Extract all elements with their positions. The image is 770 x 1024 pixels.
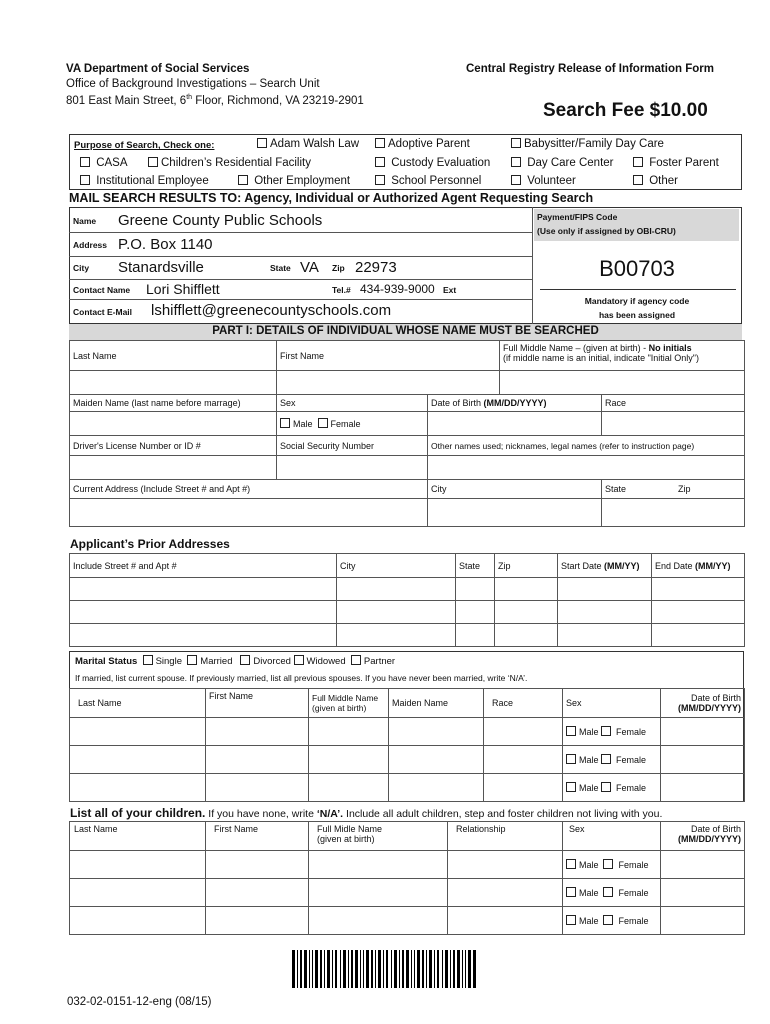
checkbox-icon[interactable] <box>375 175 385 185</box>
first-name-field[interactable] <box>277 371 500 395</box>
spouse-1-last[interactable] <box>70 718 206 746</box>
race-label: Race <box>602 395 745 412</box>
checkbox-icon[interactable] <box>257 138 267 148</box>
prior-state-label: State <box>456 554 495 578</box>
prior-zip-label: Zip <box>495 554 558 578</box>
fips-label: Payment/FIPS Code <box>537 212 618 222</box>
maiden-name-label: Maiden Name (last name before marrage) <box>70 395 277 412</box>
race-field[interactable] <box>602 412 745 436</box>
child-sex-label: Sex <box>563 822 661 851</box>
spouse-table <box>69 688 745 802</box>
divorced-checkbox[interactable] <box>240 655 250 665</box>
fips-code-value[interactable]: B00703 <box>599 256 675 281</box>
prior-row-1-street[interactable] <box>70 578 337 601</box>
child-2-last[interactable] <box>70 879 206 907</box>
mail-contact-field[interactable]: Lori Shifflett <box>146 281 220 297</box>
office-address: 801 East Main Street, 6th Floor, Richmond, VA 23219-2901 <box>66 94 364 107</box>
child-3-middle[interactable] <box>309 907 448 935</box>
mail-city-label: City <box>73 263 90 273</box>
current-city-label: City <box>428 480 602 499</box>
prior-row-3-start[interactable] <box>558 624 652 647</box>
part1-table <box>69 340 745 527</box>
female-checkbox[interactable] <box>601 754 611 764</box>
checkbox-icon[interactable] <box>633 157 643 167</box>
sex-options: Male Female <box>277 412 428 436</box>
part1-heading: PART I: DETAILS OF INDIVIDUAL WHOSE NAME MUST BE SEARCHED <box>212 325 599 337</box>
child-3-first[interactable] <box>206 907 309 935</box>
spouse-1-middle[interactable] <box>309 718 389 746</box>
spouse-3-middle[interactable] <box>309 774 389 802</box>
current-city-field[interactable] <box>428 499 602 527</box>
prior-row-2-state[interactable] <box>456 601 495 624</box>
first-name-label: First Name <box>277 341 500 371</box>
spouse-1-sex: Male Female <box>563 718 661 746</box>
purpose-childrens-residential[interactable]: Children’s Residential Facility <box>148 157 311 169</box>
drivers-license-field[interactable] <box>70 456 277 480</box>
married-checkbox[interactable] <box>187 655 197 665</box>
spouse-2-sex: Male Female <box>563 746 661 774</box>
child-2-first[interactable] <box>206 879 309 907</box>
spouse-3-sex: Male Female <box>563 774 661 802</box>
ssn-label: Social Security Number <box>277 436 428 456</box>
purpose-volunteer[interactable]: Volunteer <box>511 175 576 187</box>
checkbox-icon[interactable] <box>148 157 158 167</box>
purpose-custody-evaluation[interactable]: Custody Evaluation <box>375 157 490 169</box>
spouse-1-maiden[interactable] <box>389 718 484 746</box>
mail-address-label: Address <box>73 240 108 250</box>
spouse-dob-label: Date of Birth (MM/DD/YYYY) <box>661 689 745 718</box>
prior-row-1-state[interactable] <box>456 578 495 601</box>
last-name-field[interactable] <box>70 371 277 395</box>
female-checkbox[interactable] <box>603 915 613 925</box>
marital-status-row: Marital Status Single Married Divorced Widowed Partner <box>75 656 396 667</box>
purpose-casa[interactable]: CASA <box>80 157 128 169</box>
female-checkbox[interactable] <box>603 859 613 869</box>
children-heading: List all of your children. If you have none, write ‘N/A’. Include all adult children, step and foster children not living with you. <box>70 806 663 820</box>
spouse-2-middle[interactable] <box>309 746 389 774</box>
child-first-label: First Name <box>206 822 309 851</box>
drivers-license-label: Driver's License Number or ID # <box>70 436 277 456</box>
marital-note: If married, list current spouse. If previously married, list all previous spouses. If you have never been married, write ‘N/A’. <box>75 673 528 683</box>
male-checkbox[interactable] <box>566 754 576 764</box>
spouse-maiden-label: Maiden Name <box>389 689 484 718</box>
mail-zip-label: Zip <box>332 263 345 273</box>
purpose-institutional-employee[interactable]: Institutional Employee <box>80 175 209 187</box>
mail-zip-field[interactable]: 22973 <box>355 259 397 276</box>
prior-row-2-zip[interactable] <box>495 601 558 624</box>
mail-tel-label: Tel.# <box>332 285 351 295</box>
form-number: 032-02-0151-12-eng (08/15) <box>67 996 212 1008</box>
checkbox-icon[interactable] <box>511 138 521 148</box>
female-checkbox[interactable] <box>603 887 613 897</box>
checkbox-icon[interactable] <box>375 157 385 167</box>
spouse-middle-label: Full Middle Name (given at birth) <box>309 689 389 718</box>
checkbox-icon[interactable] <box>375 138 385 148</box>
current-state-zip-label: State Zip <box>602 480 745 499</box>
purpose-foster-parent[interactable]: Foster Parent <box>633 157 719 169</box>
spouse-3-dob[interactable] <box>661 774 745 802</box>
prior-row-1-start[interactable] <box>558 578 652 601</box>
spouse-2-maiden[interactable] <box>389 746 484 774</box>
prior-row-3-city[interactable] <box>337 624 456 647</box>
male-checkbox[interactable] <box>566 887 576 897</box>
prior-addresses-table <box>69 553 745 647</box>
child-2-relationship[interactable] <box>448 879 563 907</box>
spouse-2-last[interactable] <box>70 746 206 774</box>
marital-status-label: Marital Status <box>75 656 138 667</box>
child-2-middle[interactable] <box>309 879 448 907</box>
male-checkbox[interactable] <box>566 915 576 925</box>
last-name-label: Last Name <box>70 341 277 371</box>
male-checkbox[interactable] <box>280 418 290 428</box>
prior-row-2-city[interactable] <box>337 601 456 624</box>
male-checkbox[interactable] <box>566 782 576 792</box>
partner-checkbox[interactable] <box>351 655 361 665</box>
mail-email-label: Contact E-Mail <box>73 307 133 317</box>
sex-label: Sex <box>277 395 428 412</box>
prior-row-1-city[interactable] <box>337 578 456 601</box>
child-1-middle[interactable] <box>309 851 448 879</box>
mail-state-field[interactable]: VA <box>300 259 319 276</box>
other-names-field[interactable] <box>428 456 745 480</box>
prior-addresses-heading: Applicant’s Prior Addresses <box>70 537 230 551</box>
checkbox-icon[interactable] <box>511 175 521 185</box>
child-1-relationship[interactable] <box>448 851 563 879</box>
agency-name: VA Department of Social Services <box>66 63 250 75</box>
child-3-dob[interactable] <box>661 907 745 935</box>
prior-row-3-zip[interactable] <box>495 624 558 647</box>
child-dob-label: Date of Birth (MM/DD/YYYY) <box>661 822 745 851</box>
spouse-2-first[interactable] <box>206 746 309 774</box>
purpose-adoptive-parent[interactable]: Adoptive Parent <box>375 138 470 150</box>
female-checkbox[interactable] <box>601 782 611 792</box>
purpose-school-personnel[interactable]: School Personnel <box>375 175 481 187</box>
checkbox-icon[interactable] <box>80 175 90 185</box>
child-2-dob[interactable] <box>661 879 745 907</box>
child-3-relationship[interactable] <box>448 907 563 935</box>
mail-address-field[interactable]: P.O. Box 1140 <box>118 236 213 253</box>
current-state-zip-field[interactable] <box>602 499 745 527</box>
spouse-last-label: Last Name <box>70 689 206 718</box>
mandatory-note-1: Mandatory if agency code <box>584 296 690 306</box>
prior-row-3-state[interactable] <box>456 624 495 647</box>
checkbox-icon[interactable] <box>80 157 90 167</box>
spouse-1-first[interactable] <box>206 718 309 746</box>
ssn-field[interactable] <box>277 456 428 480</box>
child-last-label: Last Name <box>70 822 206 851</box>
fips-sublabel: (Use only if assigned by OBI-CRU) <box>537 226 676 236</box>
spouse-first-label: First Name <box>206 689 309 718</box>
checkbox-icon[interactable] <box>238 175 248 185</box>
prior-row-2-start[interactable] <box>558 601 652 624</box>
form-title: Central Registry Release of Information Form <box>466 63 714 75</box>
spouse-2-race[interactable] <box>484 746 563 774</box>
child-middle-label: Full Midle Name (given at birth) <box>309 822 448 851</box>
dob-field[interactable] <box>428 412 602 436</box>
mail-name-field[interactable]: Greene County Public Schools <box>118 212 323 229</box>
single-checkbox[interactable] <box>143 655 153 665</box>
widowed-checkbox[interactable] <box>294 655 304 665</box>
prior-row-3-end[interactable] <box>652 624 745 647</box>
female-checkbox[interactable] <box>601 726 611 736</box>
prior-end-label: End Date (MM/YY) <box>652 554 745 578</box>
child-1-first[interactable] <box>206 851 309 879</box>
child-3-sex: Male Female <box>563 907 661 935</box>
child-1-dob[interactable] <box>661 851 745 879</box>
spouse-3-first[interactable] <box>206 774 309 802</box>
maiden-name-field[interactable] <box>70 412 277 436</box>
middle-name-label: Full Middle Name – (given at birth) - No initials (if middle name is an initial, indicate "Initial Only") <box>500 341 745 371</box>
checkbox-icon[interactable] <box>633 175 643 185</box>
mail-email-field[interactable]: lshifflett@greenecountyschools.com <box>151 302 392 319</box>
mail-state-label: State <box>270 263 291 273</box>
mandatory-note-2: has been assigned <box>598 310 676 320</box>
purpose-label: Purpose of Search, Check one: <box>74 140 215 151</box>
mail-tel-field[interactable]: 434-939-9000 <box>360 282 435 296</box>
barcode-icon <box>292 950 476 988</box>
spouse-race-label: Race <box>484 689 563 718</box>
dob-label: Date of Birth (MM/DD/YYYY) <box>428 395 602 412</box>
mail-heading: MAIL SEARCH RESULTS TO: Agency, Individual or Authorized Agent Requesting Search <box>69 191 594 205</box>
prior-row-2-street[interactable] <box>70 601 337 624</box>
mail-name-label: Name <box>73 216 97 226</box>
prior-city-label: City <box>337 554 456 578</box>
current-address-label: Current Address (Include Street # and Apt #) <box>70 480 428 499</box>
purpose-other[interactable]: Other <box>633 175 678 187</box>
prior-row-3-street[interactable] <box>70 624 337 647</box>
spouse-1-dob[interactable] <box>661 718 745 746</box>
female-checkbox[interactable] <box>318 418 328 428</box>
spouse-3-last[interactable] <box>70 774 206 802</box>
mail-ext-label: Ext <box>443 285 457 295</box>
checkbox-icon[interactable] <box>511 157 521 167</box>
prior-street-label: Include Street # and Apt # <box>70 554 337 578</box>
middle-name-field[interactable] <box>500 371 745 395</box>
purpose-adam-walsh[interactable]: Adam Walsh Law <box>257 138 359 150</box>
prior-row-1-zip[interactable] <box>495 578 558 601</box>
male-checkbox[interactable] <box>566 726 576 736</box>
search-fee: Search Fee $10.00 <box>543 100 708 121</box>
spouse-1-race[interactable] <box>484 718 563 746</box>
current-address-field[interactable] <box>70 499 428 527</box>
other-names-label: Other names used; nicknames, legal names (refer to instruction page) <box>428 436 745 456</box>
mail-contact-label: Contact Name <box>73 285 131 295</box>
child-1-sex: Male Female <box>563 851 661 879</box>
prior-start-label: Start Date (MM/YY) <box>558 554 652 578</box>
purpose-babysitter[interactable]: Babysitter/Family Day Care <box>511 138 664 150</box>
children-table <box>69 821 745 935</box>
purpose-other-employment[interactable]: Other Employment <box>238 175 350 187</box>
purpose-day-care-center[interactable]: Day Care Center <box>511 157 614 169</box>
spouse-3-race[interactable] <box>484 774 563 802</box>
child-2-sex: Male Female <box>563 879 661 907</box>
child-3-last[interactable] <box>70 907 206 935</box>
mail-city-field[interactable]: Stanardsville <box>118 259 204 276</box>
spouse-2-dob[interactable] <box>661 746 745 774</box>
child-relationship-label: Relationship <box>448 822 563 851</box>
spouse-3-maiden[interactable] <box>389 774 484 802</box>
office-name: Office of Background Investigations – Search Unit <box>66 78 320 90</box>
spouse-sex-label: Sex <box>563 689 661 718</box>
prior-row-2-end[interactable] <box>652 601 745 624</box>
male-checkbox[interactable] <box>566 859 576 869</box>
child-1-last[interactable] <box>70 851 206 879</box>
prior-row-1-end[interactable] <box>652 578 745 601</box>
